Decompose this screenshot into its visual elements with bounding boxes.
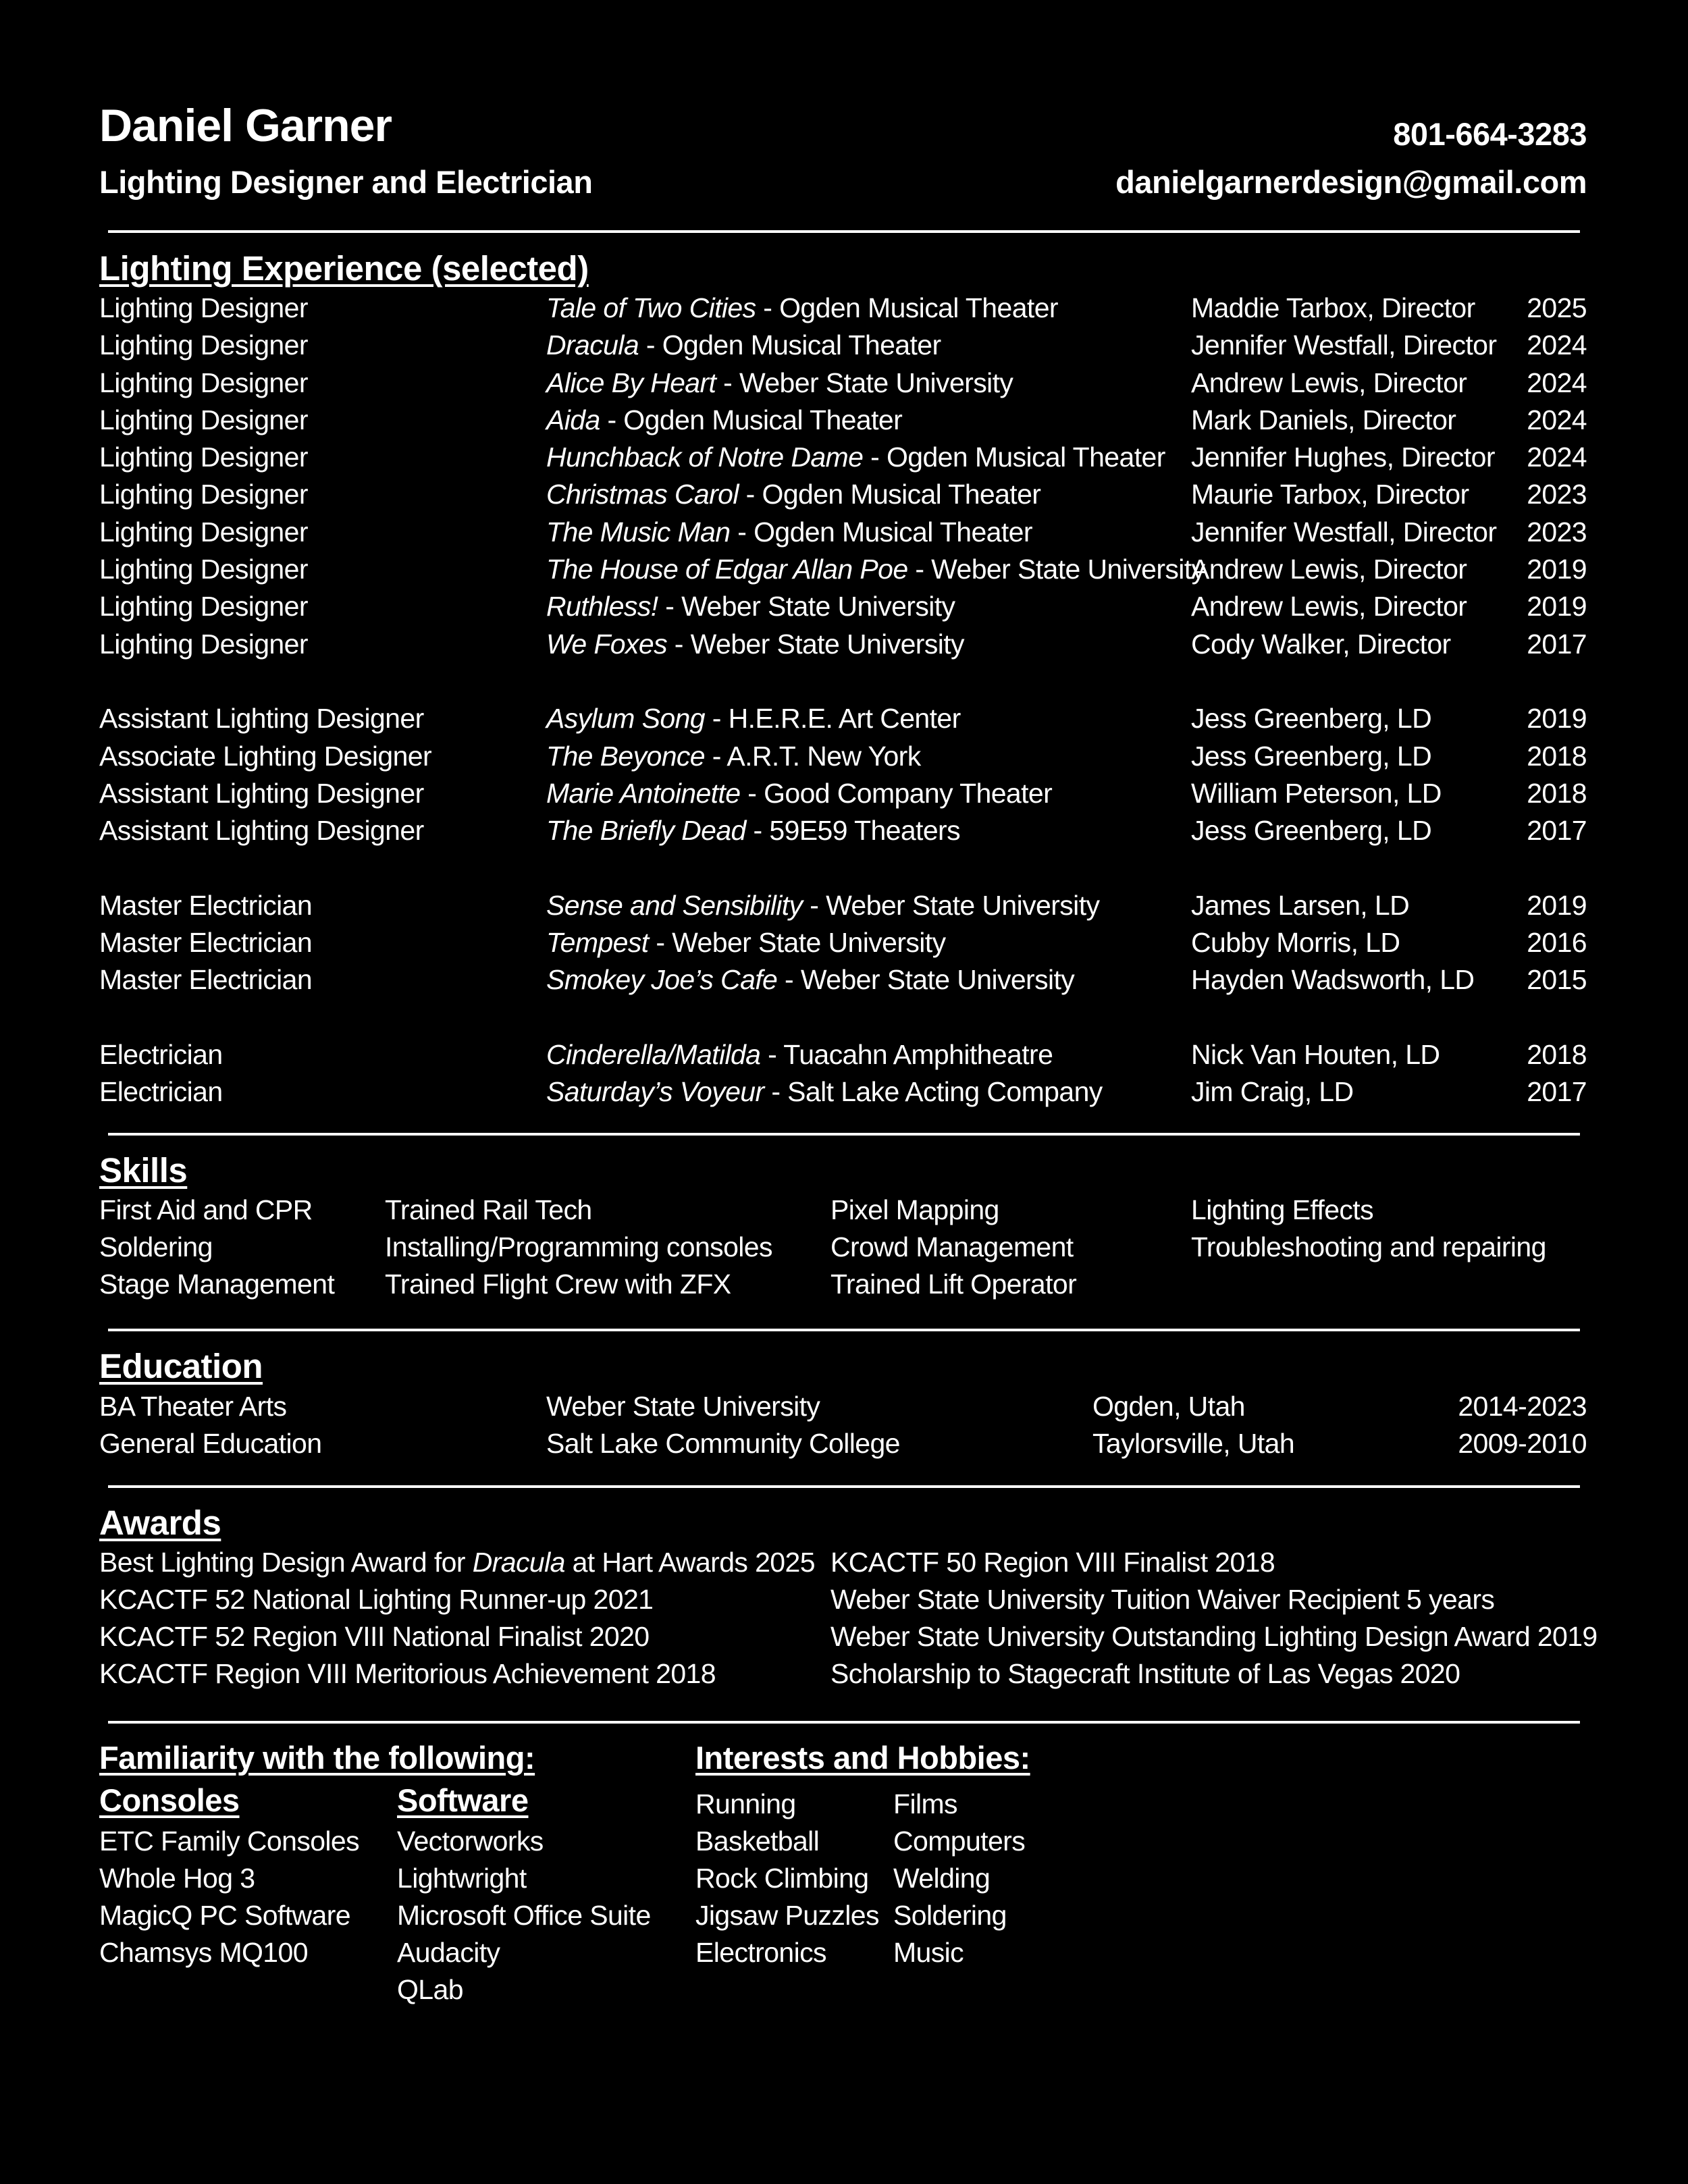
production	[546, 439, 1165, 476]
skill-item: Trained Rail Tech	[385, 1194, 592, 1225]
year: 2018	[1527, 1039, 1587, 1070]
venue: - Weber State University	[648, 927, 946, 958]
software-title: Software	[397, 1782, 529, 1818]
console-item: Whole Hog 3	[99, 1863, 255, 1894]
director: Andrew Lewis, Director	[1191, 367, 1467, 398]
year: 2024	[1527, 367, 1587, 398]
interest-item: Music	[893, 1937, 964, 1968]
location: Ogden, Utah	[1092, 1391, 1245, 1422]
production	[546, 365, 1013, 402]
year: 2024	[1527, 329, 1587, 361]
interest-item: Welding	[893, 1863, 991, 1894]
role: Lighting Designer	[99, 404, 308, 435]
experience-row	[0, 700, 1688, 737]
venue: - Ogden Musical Theater	[600, 404, 903, 435]
production	[546, 402, 902, 439]
director: Jess Greenberg, LD	[1191, 741, 1432, 772]
interest-item: Running	[695, 1788, 796, 1819]
production	[546, 290, 1058, 327]
year: 2019	[1527, 703, 1587, 734]
venue: - A.R.T. New York	[705, 741, 921, 772]
venue: - Weber State University	[802, 890, 1100, 921]
degree: BA Theater Arts	[99, 1391, 287, 1422]
production	[546, 551, 1205, 588]
venue: - Weber State University	[667, 629, 964, 660]
year: 2023	[1527, 479, 1587, 510]
role: Lighting Designer	[99, 516, 308, 548]
production	[546, 738, 921, 775]
years: 2014-2023	[1458, 1391, 1587, 1422]
experience-row	[0, 439, 1688, 476]
award-item: Best Lighting Design Award for Dracula at Hart Awards 2025	[99, 1547, 815, 1578]
year: 2015	[1527, 964, 1587, 995]
venue: - 59E59 Theaters	[745, 815, 961, 846]
role: Lighting Designer	[99, 479, 308, 510]
interest-item: Computers	[893, 1826, 1026, 1857]
experience-row	[0, 626, 1688, 663]
production	[546, 588, 955, 625]
experience-row	[0, 588, 1688, 625]
director: Andrew Lewis, Director	[1191, 591, 1467, 622]
divider	[108, 1485, 1580, 1488]
skills-title: Skills	[99, 1151, 188, 1190]
experience-row	[0, 961, 1688, 998]
production	[546, 327, 941, 364]
role: Assistant Lighting Designer	[99, 703, 424, 734]
experience-row	[0, 551, 1688, 588]
venue: - Weber State University	[777, 964, 1075, 995]
director: Nick Van Houten, LD	[1191, 1039, 1440, 1070]
software-item: Vectorworks	[397, 1826, 544, 1857]
production	[546, 514, 1032, 551]
years: 2009-2010	[1458, 1428, 1587, 1459]
experience-row	[0, 327, 1688, 364]
show-title: The Briefly Dead	[546, 815, 746, 846]
interest-item: Rock Climbing	[695, 1863, 869, 1894]
director: Jennifer Westfall, Director	[1191, 516, 1497, 548]
director: Jennifer Hughes, Director	[1191, 442, 1495, 473]
experience-row	[0, 812, 1688, 849]
award-item: Scholarship to Stagecraft Institute of Las Vegas 2020	[830, 1658, 1460, 1689]
venue: - Tuacahn Amphitheatre	[760, 1039, 1053, 1070]
director: Jim Craig, LD	[1191, 1076, 1354, 1107]
role: Lighting Designer	[99, 554, 308, 585]
interest-item: Basketball	[695, 1826, 820, 1857]
show-title: Alice By Heart	[546, 367, 716, 398]
interests-title: Interests and Hobbies:	[695, 1740, 1030, 1776]
director: Cody Walker, Director	[1191, 629, 1451, 660]
show-title: Tempest	[546, 927, 649, 958]
experience-row	[0, 402, 1688, 439]
software-item: Lightwright	[397, 1863, 527, 1894]
show-title: Tale of Two Cities	[546, 292, 756, 323]
console-item: MagicQ PC Software	[99, 1900, 350, 1931]
experience-row	[0, 1073, 1688, 1111]
role: Lighting Designer	[99, 591, 308, 622]
show-title: Cinderella/Matilda	[546, 1039, 761, 1070]
venue: - H.E.R.E. Art Center	[704, 703, 961, 734]
venue: - Weber State University	[658, 591, 955, 622]
venue: - Weber State University	[907, 554, 1205, 585]
show-title: Aida	[546, 404, 600, 435]
role: Assistant Lighting Designer	[99, 778, 424, 809]
skills-row	[0, 1192, 1688, 1229]
software-item: Microsoft Office Suite	[397, 1900, 651, 1931]
console-item: Chamsys MQ100	[99, 1937, 308, 1968]
show-title: Christmas Carol	[546, 479, 739, 510]
production	[546, 924, 946, 961]
venue: - Salt Lake Acting Company	[764, 1076, 1103, 1107]
skills-row	[0, 1266, 1688, 1303]
show-title: Sense and Sensibility	[546, 890, 803, 921]
interest-item: Electronics	[695, 1937, 826, 1968]
skill-item: Lighting Effects	[1191, 1194, 1373, 1225]
production	[546, 626, 964, 663]
show-title: Ruthless!	[546, 591, 658, 622]
education-row	[0, 1388, 1688, 1425]
show-title: Hunchback of Notre Dame	[546, 442, 864, 473]
production	[546, 961, 1074, 998]
experience-row	[0, 738, 1688, 775]
skill-item: Troubleshooting and repairing	[1191, 1231, 1546, 1262]
experience-row	[0, 1036, 1688, 1073]
venue: - Ogden Musical Theater	[730, 516, 1032, 548]
role: Master Electrician	[99, 890, 313, 921]
director: Jess Greenberg, LD	[1191, 703, 1432, 734]
venue: - Ogden Musical Theater	[756, 292, 1058, 323]
experience-row	[0, 476, 1688, 513]
role: Electrician	[99, 1076, 223, 1107]
location: Taylorsville, Utah	[1092, 1428, 1295, 1459]
console-item: ETC Family Consoles	[99, 1826, 360, 1857]
year: 2017	[1527, 1076, 1587, 1107]
year: 2023	[1527, 516, 1587, 548]
school: Salt Lake Community College	[546, 1428, 900, 1459]
director: William Peterson, LD	[1191, 778, 1442, 809]
year: 2019	[1527, 591, 1587, 622]
show-title: We Foxes	[546, 629, 667, 660]
venue: - Weber State University	[716, 367, 1013, 398]
award-item: Weber State University Tuition Waiver Recipient 5 years	[830, 1584, 1495, 1615]
year: 2019	[1527, 890, 1587, 921]
director: James Larsen, LD	[1191, 890, 1410, 921]
experience-title: Lighting Experience (selected)	[99, 249, 589, 288]
role: Lighting Designer	[99, 367, 308, 398]
director: Maddie Tarbox, Director	[1191, 292, 1475, 323]
production	[546, 775, 1052, 812]
show-title: The Beyonce	[546, 741, 705, 772]
role: Lighting Designer	[99, 329, 308, 361]
venue: - Ogden Musical Theater	[863, 442, 1165, 473]
director: Jennifer Westfall, Director	[1191, 329, 1497, 361]
role: Electrician	[99, 1039, 223, 1070]
education-title: Education	[99, 1347, 263, 1385]
director: Maurie Tarbox, Director	[1191, 479, 1469, 510]
year: 2019	[1527, 554, 1587, 585]
show-title: Dracula	[546, 329, 639, 361]
experience-row	[0, 924, 1688, 961]
production	[546, 812, 960, 849]
show-title: The House of Edgar Allan Poe	[546, 554, 908, 585]
skill-item: Soldering	[99, 1231, 213, 1262]
venue: - Ogden Musical Theater	[738, 479, 1041, 510]
production	[546, 476, 1040, 513]
role: Lighting Designer	[99, 629, 308, 660]
education-row	[0, 1425, 1688, 1462]
phone-number: 801-664-3283	[1393, 116, 1587, 152]
role: Master Electrician	[99, 964, 313, 995]
school: Weber State University	[546, 1391, 820, 1422]
experience-row	[0, 775, 1688, 812]
experience-row	[0, 290, 1688, 327]
director: Andrew Lewis, Director	[1191, 554, 1467, 585]
interest-item: Jigsaw Puzzles	[695, 1900, 879, 1931]
skill-item: Pixel Mapping	[830, 1194, 999, 1225]
skill-item: Stage Management	[99, 1269, 335, 1300]
consoles-title: Consoles	[99, 1782, 240, 1818]
award-item: KCACTF 50 Region VIII Finalist 2018	[830, 1547, 1275, 1578]
director: Hayden Wadsworth, LD	[1191, 964, 1475, 995]
skill-item: First Aid and CPR	[99, 1194, 313, 1225]
year: 2024	[1527, 404, 1587, 435]
interest-item: Films	[893, 1788, 957, 1819]
job-title: Lighting Designer and Electrician	[99, 164, 593, 200]
production	[546, 1036, 1053, 1073]
venue: - Good Company Theater	[740, 778, 1053, 809]
role: Lighting Designer	[99, 442, 308, 473]
venue: - Ogden Musical Theater	[639, 329, 941, 361]
director: Cubby Morris, LD	[1191, 927, 1400, 958]
software-item: QLab	[397, 1974, 463, 2005]
divider	[108, 230, 1580, 233]
email-address: danielgarnerdesign@gmail.com	[1115, 164, 1587, 200]
experience-row	[0, 514, 1688, 551]
role: Master Electrician	[99, 927, 313, 958]
show-title: The Music Man	[546, 516, 731, 548]
skills-row	[0, 1229, 1688, 1266]
production	[546, 1073, 1103, 1111]
divider	[108, 1133, 1580, 1136]
role: Assistant Lighting Designer	[99, 815, 424, 846]
show-title: Asylum Song	[546, 703, 705, 734]
director: Mark Daniels, Director	[1191, 404, 1456, 435]
show-title: Marie Antoinette	[546, 778, 741, 809]
award-item: KCACTF 52 Region VIII National Finalist 2020	[99, 1621, 650, 1652]
year: 2025	[1527, 292, 1587, 323]
year: 2017	[1527, 629, 1587, 660]
experience-row	[0, 887, 1688, 924]
person-name: Daniel Garner	[99, 100, 392, 151]
production	[546, 887, 1099, 924]
award-item: Weber State University Outstanding Lighting Design Award 2019	[830, 1621, 1598, 1652]
show-title: Smokey Joe’s Cafe	[546, 964, 778, 995]
software-item: Audacity	[397, 1937, 500, 1968]
familiarity-title: Familiarity with the following:	[99, 1740, 535, 1776]
show-title: Saturday’s Voyeur	[546, 1076, 764, 1107]
year: 2016	[1527, 927, 1587, 958]
production	[546, 700, 961, 737]
year: 2024	[1527, 442, 1587, 473]
award-item: KCACTF Region VIII Meritorious Achievement 2018	[99, 1658, 716, 1689]
year: 2018	[1527, 778, 1587, 809]
awards-title: Awards	[99, 1503, 221, 1542]
skill-item: Trained Flight Crew with ZFX	[385, 1269, 731, 1300]
degree: General Education	[99, 1428, 322, 1459]
role: Lighting Designer	[99, 292, 308, 323]
experience-row	[0, 365, 1688, 402]
award-item: KCACTF 52 National Lighting Runner-up 2021	[99, 1584, 654, 1615]
divider	[108, 1329, 1580, 1331]
year: 2018	[1527, 741, 1587, 772]
interest-item: Soldering	[893, 1900, 1007, 1931]
year: 2017	[1527, 815, 1587, 846]
role: Associate Lighting Designer	[99, 741, 432, 772]
skill-item: Installing/Programming consoles	[385, 1231, 772, 1262]
skill-item: Trained Lift Operator	[830, 1269, 1077, 1300]
skill-item: Crowd Management	[830, 1231, 1074, 1262]
divider	[108, 1721, 1580, 1724]
director: Jess Greenberg, LD	[1191, 815, 1432, 846]
